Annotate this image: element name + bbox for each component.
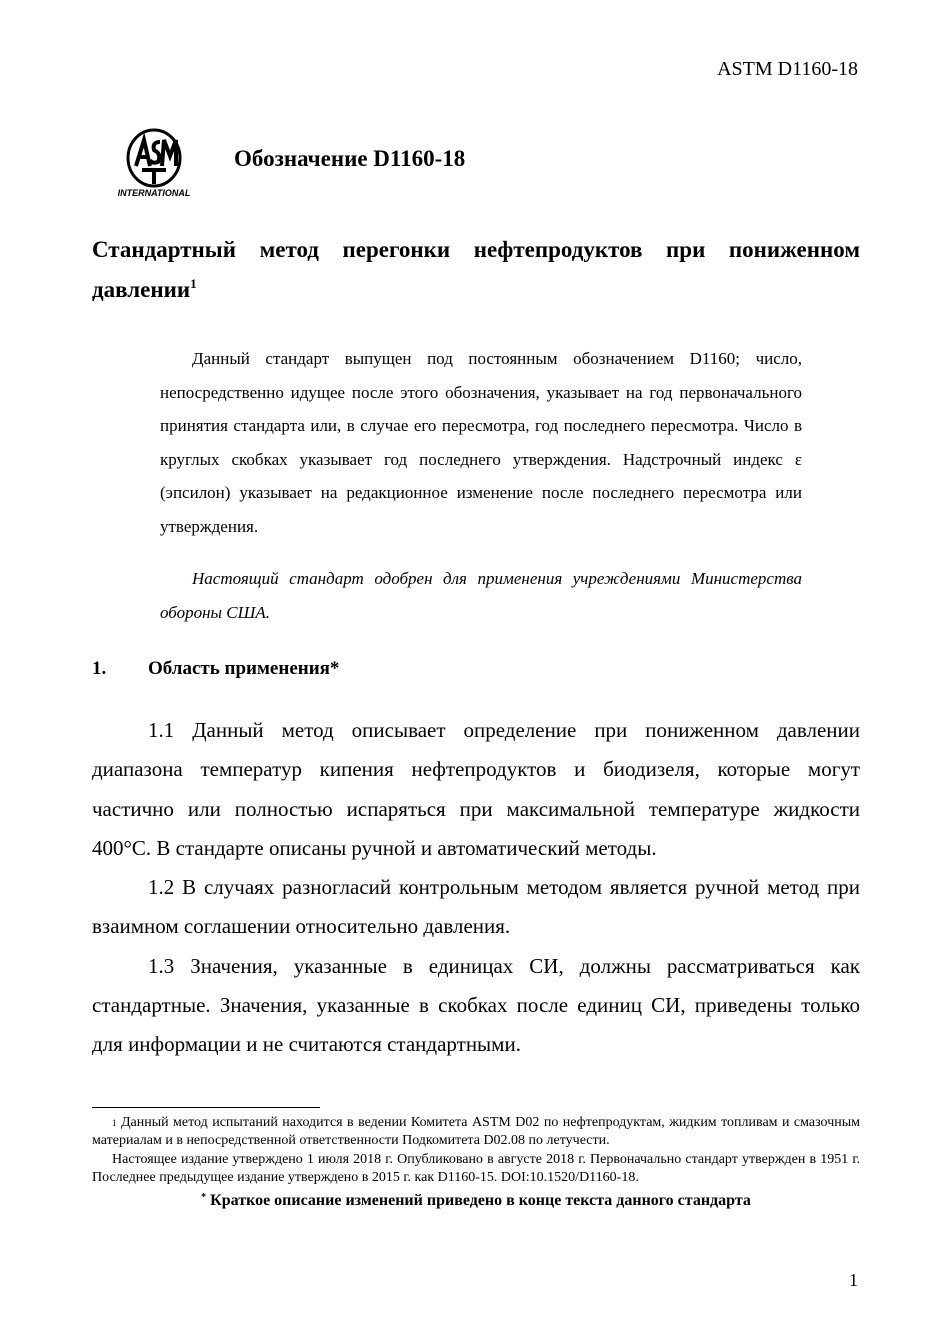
footnote-1-text: Данный метод испытаний находится в ведении Комитета ASTM D02 по нефтепродуктам, жидким топливам и смазочным материалам и в непосредственной ответственности Подкомитета D02.08 по летучести. (92, 1115, 860, 1149)
dod-approval-notice (160, 562, 802, 629)
section-body (92, 711, 860, 1065)
document-title-text: Стандартный метод перегонки нефтепродуктов при пониженном давлении (92, 237, 860, 302)
footnote-divider (92, 1107, 320, 1108)
clause-1-1: 1.1 Данный метод описывает определение при пониженном давлении диапазона температур кипения нефтепродуктов и биодизеля, которые могут частично или полностью испаряться при максимальной температуре жидкости 400°С. В стандарте описаны ручной и автоматический методы. (92, 718, 860, 860)
designation-heading: Обозначение D1160-18 (234, 146, 466, 171)
section-number: 1. (92, 658, 107, 679)
astm-logo (112, 126, 196, 200)
footnote-1 (92, 1114, 860, 1151)
summary-text: Краткое описание изменений приведено в конце текста данного стандарта (210, 1192, 751, 1209)
summary-of-changes-note (92, 1192, 860, 1210)
footnote-1-mark: 1 (112, 1118, 117, 1128)
summary-mark: * (201, 1192, 207, 1203)
astm-logo-icon (112, 126, 196, 200)
svg-text:INTERNATIONAL: INTERNATIONAL (117, 188, 191, 198)
clause-1-2: 1.2 В случаях разногласий контрольным методом является ручной метод при взаимном соглашении относительно давления. (92, 875, 860, 939)
footnotes (92, 1114, 860, 1187)
section-title: Область применения* (148, 658, 340, 679)
header-document-code: ASTM D1160-18 (717, 58, 858, 80)
notice-paragraph: Данный стандарт выпущен под постоянным обозначением D1160; число, непосредственно идущее после этого обозначения, указывает на год первоначального принятия стандарта или, в случае его пересмотра, год последнего пересмотра. Число в круглых скобках указывает год последнего утверждения. Надстрочный индекс ε (эпсилон) указывает на редакционное изменение после последнего пересмотра или утверждения. (160, 349, 802, 536)
page-number: 1 (849, 1270, 858, 1290)
footnote-edition: Настоящее издание утверждено 1 июля 2018 г. Опубликовано в августе 2018 г. Первоначально стандарт утвержден в 1951 г. Последнее предыдущее издание утверждено в 2015 г. как D1160-15. DOI:10.1520/D1160-18. (92, 1151, 860, 1185)
document-title (92, 230, 860, 310)
title-footnote-mark: 1 (190, 276, 197, 291)
designation-notice (160, 342, 802, 543)
notice-paragraph: Настоящий стандарт одобрен для применения учреждениями Министерства обороны США. (160, 569, 802, 622)
clause-1-3: 1.3 Значения, указанные в единицах СИ, должны рассматриваться как стандартные. Значения, указанные в скобках после единиц СИ, приведены только для информации и не считаются стандартными. (92, 953, 860, 1057)
